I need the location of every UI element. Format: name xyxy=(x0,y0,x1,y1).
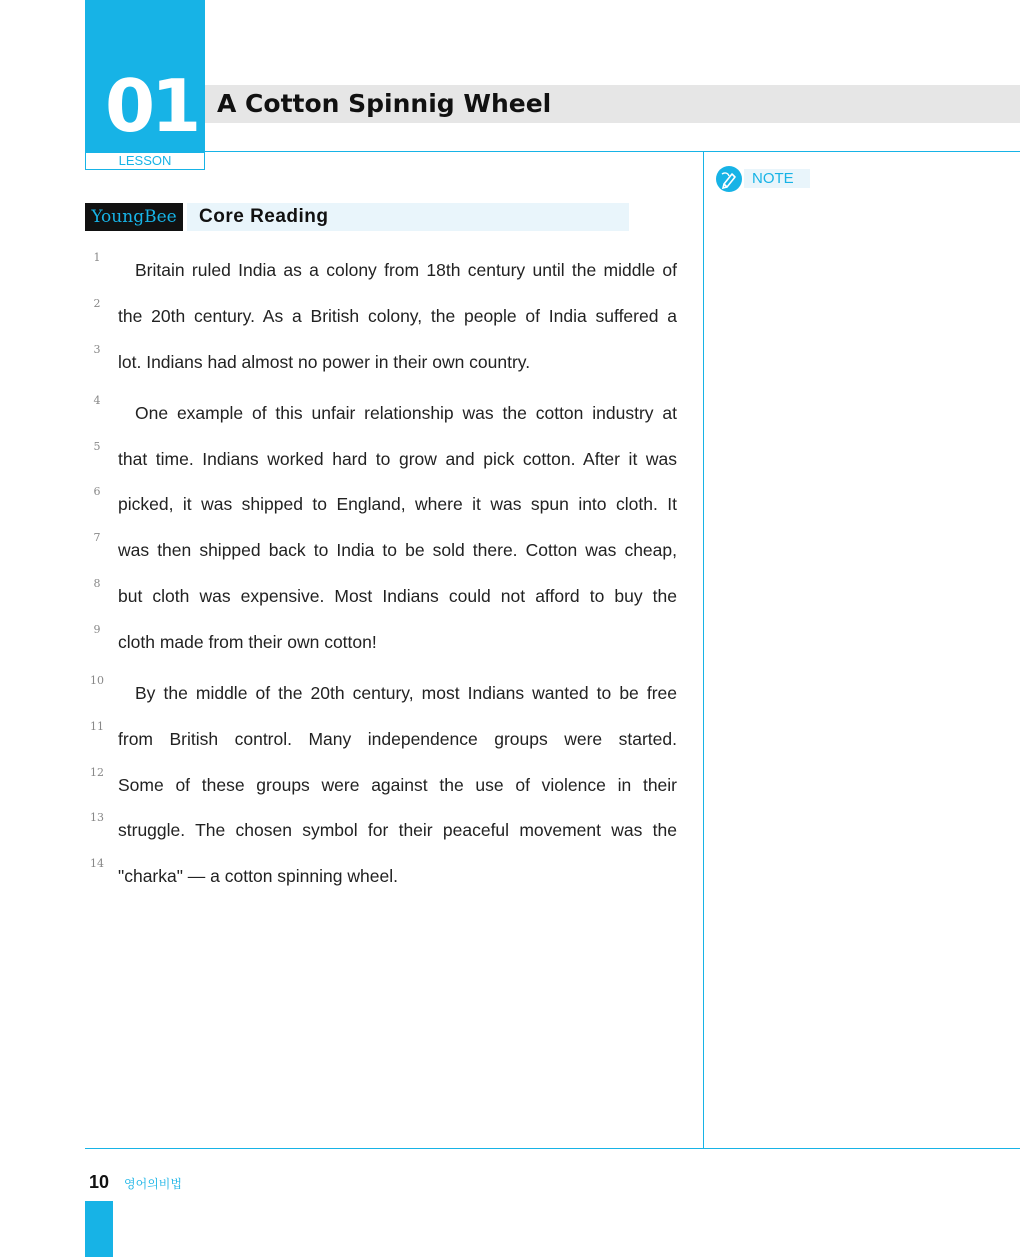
lesson-label: LESSON xyxy=(85,152,205,170)
reading-line xyxy=(85,440,685,472)
reading-line xyxy=(85,577,685,609)
line-number: 3 xyxy=(93,343,101,356)
line-number: 13 xyxy=(90,811,104,824)
section-title: Core Reading xyxy=(199,206,329,227)
note-label: NOTE xyxy=(752,170,794,187)
line-text: struggle. The chosen symbol for their peaceful movement was the xyxy=(118,820,677,840)
book-title: 영어의비법 xyxy=(124,1177,182,1191)
line-number: 12 xyxy=(90,766,104,779)
reading-line xyxy=(85,251,685,283)
reading-line xyxy=(85,394,685,426)
pen-icon xyxy=(716,166,742,192)
line-text: By the middle of the 20th century, most Indians wanted to be free xyxy=(135,683,677,703)
page-title: A Cotton Spinnig Wheel xyxy=(217,89,552,118)
line-number: 14 xyxy=(90,857,104,870)
reading-line xyxy=(85,811,685,843)
line-text: the 20th century. As a British colony, the people of India suffered a xyxy=(118,306,677,326)
note-tag xyxy=(716,166,811,190)
lesson-number: 01 xyxy=(105,64,198,148)
line-number: 1 xyxy=(93,251,101,264)
section-heading xyxy=(85,203,629,231)
page-edge-tab xyxy=(85,1201,113,1257)
reading-line xyxy=(85,623,685,655)
line-number: 10 xyxy=(90,674,104,687)
line-text: Some of these groups were against the use of violence in their xyxy=(118,775,677,795)
line-number: 6 xyxy=(93,485,101,498)
reading-line xyxy=(85,297,685,329)
reading-line xyxy=(85,531,685,563)
footer-divider xyxy=(85,1148,1020,1149)
line-number: 7 xyxy=(93,531,101,544)
line-number: 4 xyxy=(93,394,101,407)
line-text: that time. Indians worked hard to grow and pick cotton. After it was xyxy=(118,449,677,469)
line-text: picked, it was shipped to England, where it was spun into cloth. It xyxy=(118,494,677,514)
note-column-divider xyxy=(703,152,704,1148)
line-text: but cloth was expensive. Most Indians could not afford to buy the xyxy=(118,586,677,606)
section-badge: YoungBee xyxy=(85,203,183,231)
header-divider xyxy=(205,151,1020,152)
line-number: 11 xyxy=(90,720,104,733)
reading-line xyxy=(85,766,685,798)
reading-line xyxy=(85,485,685,517)
line-text: One example of this unfair relationship was the cotton industry at xyxy=(135,403,677,423)
line-number: 8 xyxy=(93,577,101,590)
reading-line xyxy=(85,343,685,375)
line-number: 2 xyxy=(93,297,101,310)
line-number: 9 xyxy=(93,623,101,636)
line-text: "charka" — a cotton spinning wheel. xyxy=(118,866,398,886)
line-text: Britain ruled India as a colony from 18th century until the middle of xyxy=(135,260,677,280)
page-number: 10 xyxy=(89,1172,110,1192)
reading-line xyxy=(85,857,685,889)
line-text: was then shipped back to India to be sold there. Cotton was cheap, xyxy=(118,540,677,560)
reading-line xyxy=(85,720,685,752)
line-text: cloth made from their own cotton! xyxy=(118,632,377,652)
line-number: 5 xyxy=(93,440,101,453)
reading-line xyxy=(85,674,685,706)
line-text: lot. Indians had almost no power in their own country. xyxy=(118,352,531,372)
lesson-number-block xyxy=(85,0,205,152)
line-text: from British control. Many independence groups were started. xyxy=(118,729,677,749)
title-bar xyxy=(205,85,1020,123)
